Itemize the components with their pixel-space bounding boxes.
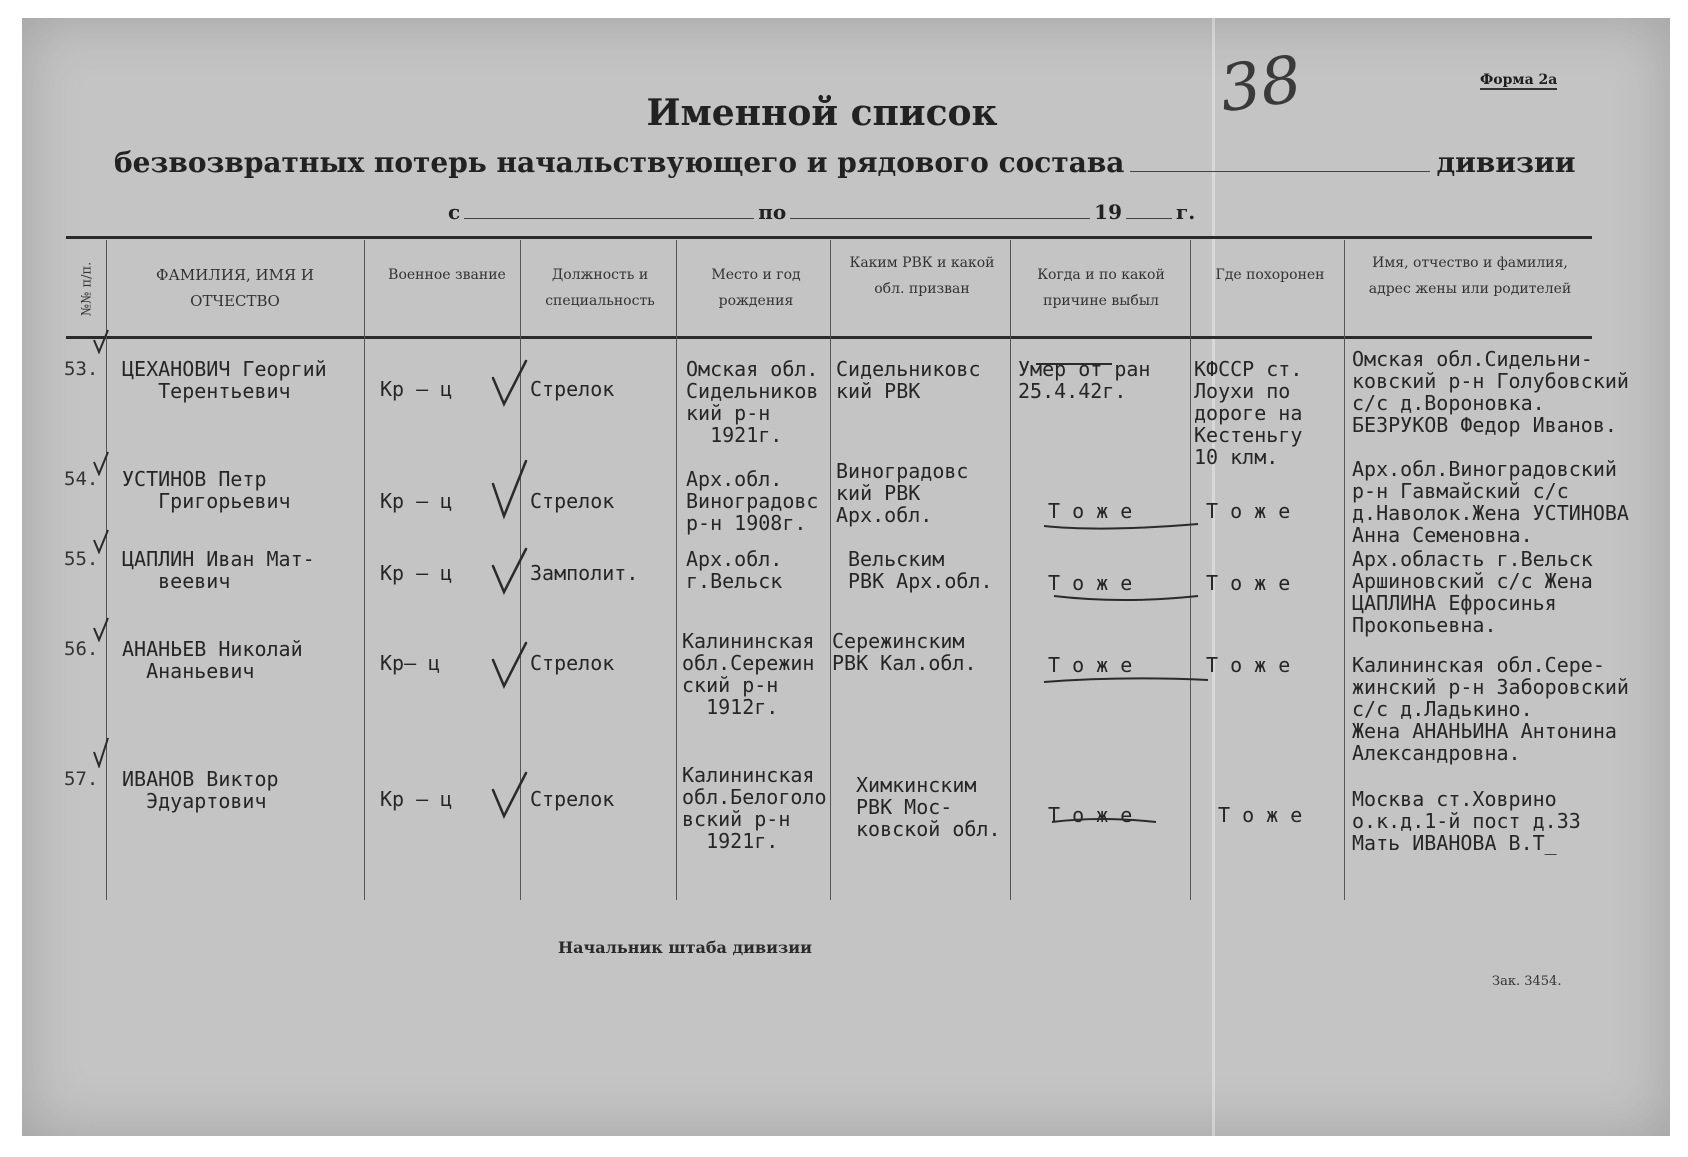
division-blank [1130,171,1430,172]
row-position: Стрелок [530,787,615,811]
row-number: 57. [64,768,99,790]
row-when: Т о ж е [1048,653,1133,677]
header-num [68,244,106,334]
header-when: Когда и по какой причине выбыл [1037,267,1165,309]
row-rank: Кр – ц [380,787,453,811]
pen-underline-icon [1034,358,1114,368]
row-number: 54. [64,468,99,490]
checkmark-icon [490,546,530,596]
row-buried: Т о ж е [1206,571,1291,595]
subtitle-right: дивизии [1436,146,1576,179]
page-title: Именной список [646,92,998,134]
row-name: ИВАНОВ Виктор Эдуартович [122,767,279,813]
table-top-rule [66,236,1592,239]
row-birth: Калининская обл.Сережин ский р-н 1912г. [682,629,815,719]
row-birth: Омская обл. Сидельников кий р-н 1921г. [686,357,819,447]
table-header-rule [66,336,1592,339]
header-buried: Где похоронен [1215,267,1325,283]
subtitle [114,146,1576,179]
row-rvk: Сережинским РВК Кал.обл. [832,629,977,675]
date-from-blank [464,218,754,219]
row-position: Стрелок [530,489,615,513]
tick-icon [92,616,110,642]
row-contact: Арх.область г.Вельск Аршиновский с/с Жена ЦАПЛИНА Ефросинья Прокопьевна. [1352,547,1593,637]
date-from-label: с [448,200,461,224]
pen-underline-icon [1042,672,1212,688]
row-name: УСТИНОВ Петр Григорьевич [122,467,291,513]
row-rvk: Химкинским РВК Мос- ковской обл. [856,773,1001,841]
row-name: АНАНЬЕВ Николай Ананьевич [122,637,303,683]
col-divider-5 [830,240,831,900]
col-divider-2 [364,240,365,900]
row-when: Умер от ран 25.4.42г. [1018,357,1151,403]
pen-underline-icon [1042,518,1202,534]
row-when: Т о ж е [1048,499,1133,523]
checkmark-icon [490,770,530,820]
header-rvk: Каким РВК и какой обл. призван [849,255,995,297]
row-when: Т о ж е [1048,571,1133,595]
date-to-blank [790,218,1090,219]
row-rvk: Виноградовс кий РВК Арх.обл. [836,459,969,527]
row-rvk: Сидельниковс кий РВК [836,357,981,403]
footer-order-number: Зак. 3454. [1492,974,1562,989]
footer-signature: Начальник штаба дивизии [558,938,812,957]
row-position: Стрелок [530,651,615,675]
document-sheet [22,18,1670,1136]
row-contact: Москва ст.Ховрино о.к.д.1-й пост д.33 Мать ИВАНОВА В.Т_ [1352,787,1581,855]
header-name: ФАМИЛИЯ, ИМЯ И ОТЧЕСТВО [156,266,314,310]
form-label [1480,72,1557,90]
row-name: ЦАПЛИН Иван Мат- веевич [122,547,315,593]
tick-icon [92,328,110,354]
row-rank: Кр – ц [380,377,453,401]
row-position: Стрелок [530,377,615,401]
row-rvk: Вельским РВК Арх.обл. [848,547,993,593]
row-birth: Калининская обл.Белоголо вский р-н 1921г. [682,763,827,853]
col-divider-8 [1344,240,1345,900]
row-birth: Арх.обл. г.Вельск [686,547,783,593]
date-to-label: по [758,200,787,224]
tick-icon [92,528,110,554]
row-rank: Кр – ц [380,489,453,513]
form-label-text: Форма 2а [1480,72,1558,88]
row-buried: КФССР ст. Лоухи по дороге на Кестеньгу 10 клм. [1194,357,1303,469]
date-line [448,200,1195,224]
row-contact: Арх.обл.Виноградовский р-н Гавмайский с/с д.Наволок.Жена УСТИНОВА Анна Семеновна. [1352,457,1629,547]
row-buried: Т о ж е [1206,653,1291,677]
header-position: Должность и специальность [545,267,655,309]
row-contact: Омская обл.Сидельни- ковский р-н Голубовский с/с д.Вороновка. БЕЗРУКОВ Федор Иванов. [1352,347,1629,437]
date-year-suffix: г. [1176,200,1196,224]
col-divider-6 [1010,240,1011,900]
tick-icon [92,450,110,476]
tick-icon [92,736,110,768]
row-number: 56. [64,638,99,660]
row-position: Замполит. [530,561,639,585]
checkmark-icon [490,458,530,520]
row-birth: Арх.обл. Виноградовс р-н 1908г. [686,467,819,535]
pen-underline-icon [1050,814,1160,828]
header-contact: Имя, отчество и фамилия, адрес жены или родителей [1368,255,1572,297]
row-when: Т о ж е [1048,803,1133,827]
row-contact: Калининская обл.Сере- жинский р-н Заборовский с/с д.Ладькино. Жена АНАНЬИНА Антонина Александровна. [1352,653,1629,765]
header-rank: Военное звание [388,267,506,283]
checkmark-icon [490,640,530,690]
date-year-blank [1126,218,1172,219]
row-buried: Т о ж е [1206,499,1291,523]
checkmark-icon [490,358,530,408]
row-name: ЦЕХАНОВИЧ Георгий Терентьевич [122,357,327,403]
col-divider-7 [1190,240,1191,900]
row-number: 55. [64,548,99,570]
col-divider-4 [676,240,677,900]
pen-underline-icon [1052,590,1202,606]
header-birth: Место и год рождения [711,267,801,309]
row-buried: Т о ж е [1218,803,1303,827]
row-number: 53. [64,358,99,380]
row-rank: Кр– ц [380,651,441,675]
row-rank: Кр – ц [380,561,453,585]
handwritten-number: 38 [1215,42,1307,128]
date-year-label: 19 [1094,200,1123,224]
subtitle-left: безвозвратных потерь начальствующего и рядового состава [114,146,1125,179]
header-num-text: №№ п/п. [79,261,95,317]
